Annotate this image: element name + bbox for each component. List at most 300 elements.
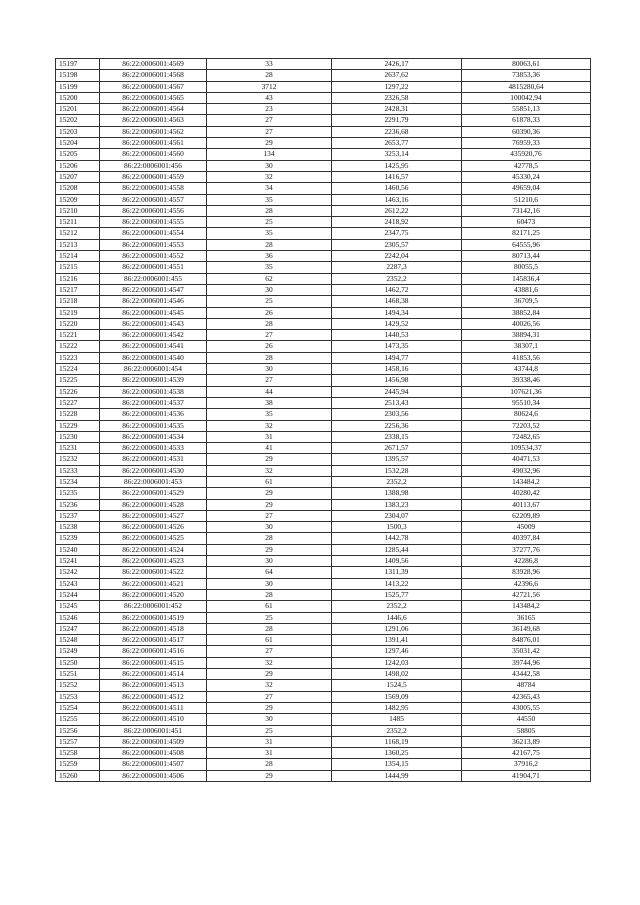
total-value-cell: 72482,65 — [462, 431, 591, 442]
cadastral-number-cell: 86:22:0006001:4535 — [100, 420, 207, 431]
row-number-cell: 15256 — [56, 725, 100, 736]
cadastral-number-cell: 86:22:0006001:4552 — [100, 251, 207, 262]
total-value-cell: 49659,04 — [462, 183, 591, 194]
cadastral-number-cell: 86:22:0006001:4528 — [100, 499, 207, 510]
total-value-cell: 109534,37 — [462, 443, 591, 454]
table-row — [56, 409, 591, 420]
total-value-cell: 40113,67 — [462, 499, 591, 510]
area-cell: 32 — [207, 657, 332, 668]
total-value-cell: 42778,5 — [462, 160, 591, 171]
row-number-cell: 15228 — [56, 409, 100, 420]
total-value-cell: 36709,5 — [462, 296, 591, 307]
total-value-cell: 42365,43 — [462, 691, 591, 702]
table-row — [56, 228, 591, 239]
cadastral-number-cell: 86:22:0006001:4531 — [100, 454, 207, 465]
cadastral-number-cell: 86:22:0006001:4524 — [100, 544, 207, 555]
table-row — [56, 104, 591, 115]
table-row — [56, 397, 591, 408]
total-value-cell: 45330,24 — [462, 171, 591, 182]
row-number-cell: 15227 — [56, 397, 100, 408]
table-row — [56, 115, 591, 126]
unit-value-cell: 2612,22 — [332, 205, 462, 216]
table-row — [56, 160, 591, 171]
row-number-cell: 15218 — [56, 296, 100, 307]
row-number-cell: 15220 — [56, 318, 100, 329]
area-cell: 64 — [207, 567, 332, 578]
cadastral-number-cell: 86:22:0006001:4519 — [100, 612, 207, 623]
unit-value-cell: 1311,39 — [332, 567, 462, 578]
table-row — [56, 92, 591, 103]
cadastral-number-cell: 86:22:0006001:4541 — [100, 341, 207, 352]
table-row — [56, 59, 591, 70]
area-cell: 61 — [207, 601, 332, 612]
row-number-cell: 15245 — [56, 601, 100, 612]
area-cell: 27 — [207, 115, 332, 126]
table-row — [56, 183, 591, 194]
total-value-cell: 43881,6 — [462, 284, 591, 295]
row-number-cell: 15219 — [56, 307, 100, 318]
table-row — [56, 239, 591, 250]
cadastral-number-cell: 86:22:0006001:4542 — [100, 330, 207, 341]
area-cell: 62 — [207, 273, 332, 284]
unit-value-cell: 1463,16 — [332, 194, 462, 205]
unit-value-cell: 2347,75 — [332, 228, 462, 239]
unit-value-cell: 2236,68 — [332, 126, 462, 137]
unit-value-cell: 1168,19 — [332, 736, 462, 747]
total-value-cell: 36165 — [462, 612, 591, 623]
area-cell: 32 — [207, 465, 332, 476]
unit-value-cell: 2338,15 — [332, 431, 462, 442]
table-row — [56, 217, 591, 228]
area-cell: 44 — [207, 386, 332, 397]
area-cell: 32 — [207, 680, 332, 691]
total-value-cell: 4815280,64 — [462, 81, 591, 92]
total-value-cell: 60473 — [462, 217, 591, 228]
table-body — [56, 59, 591, 782]
area-cell: 61 — [207, 635, 332, 646]
table-row — [56, 126, 591, 137]
table-row — [56, 567, 591, 578]
area-cell: 36 — [207, 251, 332, 262]
row-number-cell: 15225 — [56, 375, 100, 386]
area-cell: 27 — [207, 646, 332, 657]
area-cell: 30 — [207, 556, 332, 567]
total-value-cell: 64555,96 — [462, 239, 591, 250]
area-cell: 31 — [207, 748, 332, 759]
total-value-cell: 73142,16 — [462, 205, 591, 216]
cadastral-number-cell: 86:22:0006001:4562 — [100, 126, 207, 137]
total-value-cell: 43744,8 — [462, 364, 591, 375]
unit-value-cell: 2352,2 — [332, 476, 462, 487]
table-row — [56, 578, 591, 589]
row-number-cell: 15231 — [56, 443, 100, 454]
row-number-cell: 15207 — [56, 171, 100, 182]
cadastral-number-cell: 86:22:0006001:4513 — [100, 680, 207, 691]
total-value-cell: 61878,33 — [462, 115, 591, 126]
unit-value-cell: 1291,06 — [332, 623, 462, 634]
cadastral-number-cell: 86:22:0006001:4516 — [100, 646, 207, 657]
table-row — [56, 646, 591, 657]
row-number-cell: 15212 — [56, 228, 100, 239]
row-number-cell: 15244 — [56, 589, 100, 600]
unit-value-cell: 1297,22 — [332, 81, 462, 92]
unit-value-cell: 1500,3 — [332, 522, 462, 533]
cadastral-number-cell: 86:22:0006001:456 — [100, 160, 207, 171]
area-cell: 27 — [207, 330, 332, 341]
row-number-cell: 15259 — [56, 759, 100, 770]
table-row — [56, 431, 591, 442]
table-row — [56, 194, 591, 205]
cadastral-number-cell: 86:22:0006001:4509 — [100, 736, 207, 747]
table-row — [56, 149, 591, 160]
cadastral-number-cell: 86:22:0006001:4545 — [100, 307, 207, 318]
table-row — [56, 635, 591, 646]
total-value-cell: 80624,6 — [462, 409, 591, 420]
table-row — [56, 262, 591, 273]
table-row — [56, 307, 591, 318]
row-number-cell: 15242 — [56, 567, 100, 578]
unit-value-cell: 1383,23 — [332, 499, 462, 510]
area-cell: 43 — [207, 92, 332, 103]
cadastral-number-cell: 86:22:0006001:4506 — [100, 770, 207, 781]
unit-value-cell: 1413,22 — [332, 578, 462, 589]
row-number-cell: 15222 — [56, 341, 100, 352]
row-number-cell: 15211 — [56, 217, 100, 228]
cadastral-number-cell: 86:22:0006001:4568 — [100, 70, 207, 81]
total-value-cell: 82171,25 — [462, 228, 591, 239]
table-row — [56, 465, 591, 476]
total-value-cell: 39744,96 — [462, 657, 591, 668]
unit-value-cell: 1468,38 — [332, 296, 462, 307]
row-number-cell: 15216 — [56, 273, 100, 284]
area-cell: 30 — [207, 364, 332, 375]
unit-value-cell: 2426,17 — [332, 59, 462, 70]
row-number-cell: 15233 — [56, 465, 100, 476]
cadastral-number-cell: 86:22:0006001:4556 — [100, 205, 207, 216]
area-cell: 28 — [207, 352, 332, 363]
total-value-cell: 143484,2 — [462, 476, 591, 487]
area-cell: 29 — [207, 770, 332, 781]
total-value-cell: 40471,53 — [462, 454, 591, 465]
row-number-cell: 15224 — [56, 364, 100, 375]
table-row — [56, 352, 591, 363]
cadastral-number-cell: 86:22:0006001:4557 — [100, 194, 207, 205]
total-value-cell: 45009 — [462, 522, 591, 533]
total-value-cell: 72203,52 — [462, 420, 591, 431]
unit-value-cell: 1498,02 — [332, 669, 462, 680]
table-row — [56, 556, 591, 567]
unit-value-cell: 2445,94 — [332, 386, 462, 397]
area-cell: 35 — [207, 228, 332, 239]
data-table — [55, 58, 591, 782]
cadastral-number-cell: 86:22:0006001:4526 — [100, 522, 207, 533]
row-number-cell: 15230 — [56, 431, 100, 442]
area-cell: 26 — [207, 307, 332, 318]
total-value-cell: 40026,56 — [462, 318, 591, 329]
table-row — [56, 533, 591, 544]
table-row — [56, 476, 591, 487]
table-row — [56, 714, 591, 725]
total-value-cell: 83928,96 — [462, 567, 591, 578]
unit-value-cell: 2671,57 — [332, 443, 462, 454]
total-value-cell: 42721,56 — [462, 589, 591, 600]
row-number-cell: 15234 — [56, 476, 100, 487]
area-cell: 32 — [207, 420, 332, 431]
row-number-cell: 15208 — [56, 183, 100, 194]
table-row — [56, 669, 591, 680]
area-cell: 134 — [207, 149, 332, 160]
total-value-cell: 35031,42 — [462, 646, 591, 657]
row-number-cell: 15249 — [56, 646, 100, 657]
cadastral-number-cell: 86:22:0006001:451 — [100, 725, 207, 736]
unit-value-cell: 2352,2 — [332, 601, 462, 612]
row-number-cell: 15252 — [56, 680, 100, 691]
cadastral-number-cell: 86:22:0006001:453 — [100, 476, 207, 487]
cadastral-number-cell: 86:22:0006001:4518 — [100, 623, 207, 634]
table-row — [56, 736, 591, 747]
area-cell: 41 — [207, 443, 332, 454]
row-number-cell: 15213 — [56, 239, 100, 250]
total-value-cell: 41853,56 — [462, 352, 591, 363]
table-row — [56, 691, 591, 702]
total-value-cell: 49032,96 — [462, 465, 591, 476]
cadastral-number-cell: 86:22:0006001:4546 — [100, 296, 207, 307]
area-cell: 35 — [207, 409, 332, 420]
area-cell: 29 — [207, 488, 332, 499]
unit-value-cell: 2305,57 — [332, 239, 462, 250]
unit-value-cell: 2352,2 — [332, 725, 462, 736]
cadastral-number-cell: 86:22:0006001:4512 — [100, 691, 207, 702]
area-cell: 28 — [207, 318, 332, 329]
total-value-cell: 48784 — [462, 680, 591, 691]
cadastral-number-cell: 86:22:0006001:4559 — [100, 171, 207, 182]
table-row — [56, 205, 591, 216]
unit-value-cell: 2352,2 — [332, 273, 462, 284]
cadastral-number-cell: 86:22:0006001:4563 — [100, 115, 207, 126]
area-cell: 35 — [207, 194, 332, 205]
row-number-cell: 15253 — [56, 691, 100, 702]
area-cell: 32 — [207, 171, 332, 182]
total-value-cell: 42396,6 — [462, 578, 591, 589]
table-row — [56, 443, 591, 454]
area-cell: 28 — [207, 205, 332, 216]
row-number-cell: 15201 — [56, 104, 100, 115]
document-page — [55, 58, 582, 782]
area-cell: 26 — [207, 341, 332, 352]
table-row — [56, 725, 591, 736]
table-row — [56, 759, 591, 770]
unit-value-cell: 1524,5 — [332, 680, 462, 691]
unit-value-cell: 1482,95 — [332, 702, 462, 713]
total-value-cell: 143484,2 — [462, 601, 591, 612]
area-cell: 28 — [207, 533, 332, 544]
cadastral-number-cell: 86:22:0006001:4525 — [100, 533, 207, 544]
total-value-cell: 38852,84 — [462, 307, 591, 318]
cadastral-number-cell: 86:22:0006001:4520 — [100, 589, 207, 600]
row-number-cell: 15260 — [56, 770, 100, 781]
table-row — [56, 273, 591, 284]
row-number-cell: 15214 — [56, 251, 100, 262]
row-number-cell: 15226 — [56, 386, 100, 397]
table-row — [56, 420, 591, 431]
area-cell: 38 — [207, 397, 332, 408]
total-value-cell: 40280,42 — [462, 488, 591, 499]
total-value-cell: 51210,6 — [462, 194, 591, 205]
table-row — [56, 296, 591, 307]
area-cell: 27 — [207, 691, 332, 702]
unit-value-cell: 1409,56 — [332, 556, 462, 567]
area-cell: 28 — [207, 759, 332, 770]
area-cell: 25 — [207, 725, 332, 736]
unit-value-cell: 2637,62 — [332, 70, 462, 81]
unit-value-cell: 3253,14 — [332, 149, 462, 160]
row-number-cell: 15247 — [56, 623, 100, 634]
row-number-cell: 15238 — [56, 522, 100, 533]
cadastral-number-cell: 86:22:0006001:4560 — [100, 149, 207, 160]
unit-value-cell: 2304,07 — [332, 510, 462, 521]
area-cell: 25 — [207, 612, 332, 623]
table-row — [56, 680, 591, 691]
area-cell: 29 — [207, 499, 332, 510]
area-cell: 30 — [207, 522, 332, 533]
unit-value-cell: 1425,95 — [332, 160, 462, 171]
unit-value-cell: 1442,78 — [332, 533, 462, 544]
area-cell: 25 — [207, 296, 332, 307]
total-value-cell: 37277,76 — [462, 544, 591, 555]
total-value-cell: 38894,31 — [462, 330, 591, 341]
unit-value-cell: 1494,34 — [332, 307, 462, 318]
area-cell: 23 — [207, 104, 332, 115]
unit-value-cell: 2418,92 — [332, 217, 462, 228]
unit-value-cell: 1446,6 — [332, 612, 462, 623]
cadastral-number-cell: 86:22:0006001:452 — [100, 601, 207, 612]
row-number-cell: 15257 — [56, 736, 100, 747]
unit-value-cell: 1395,57 — [332, 454, 462, 465]
total-value-cell: 43442,58 — [462, 669, 591, 680]
unit-value-cell: 1297,46 — [332, 646, 462, 657]
area-cell: 30 — [207, 284, 332, 295]
row-number-cell: 15246 — [56, 612, 100, 623]
unit-value-cell: 1242,03 — [332, 657, 462, 668]
row-number-cell: 15217 — [56, 284, 100, 295]
row-number-cell: 15200 — [56, 92, 100, 103]
table-row — [56, 510, 591, 521]
table-row — [56, 81, 591, 92]
table-row — [56, 364, 591, 375]
table-row — [56, 488, 591, 499]
total-value-cell: 42286,8 — [462, 556, 591, 567]
row-number-cell: 15243 — [56, 578, 100, 589]
row-number-cell: 15254 — [56, 702, 100, 713]
row-number-cell: 15206 — [56, 160, 100, 171]
area-cell: 3712 — [207, 81, 332, 92]
table-row — [56, 522, 591, 533]
total-value-cell: 100042,94 — [462, 92, 591, 103]
row-number-cell: 15210 — [56, 205, 100, 216]
table-row — [56, 330, 591, 341]
area-cell: 27 — [207, 126, 332, 137]
table-row — [56, 171, 591, 182]
cadastral-number-cell: 86:22:0006001:4555 — [100, 217, 207, 228]
total-value-cell: 41904,71 — [462, 770, 591, 781]
total-value-cell: 80713,44 — [462, 251, 591, 262]
cadastral-number-cell: 86:22:0006001:4561 — [100, 138, 207, 149]
unit-value-cell: 1473,35 — [332, 341, 462, 352]
cadastral-number-cell: 86:22:0006001:4533 — [100, 443, 207, 454]
unit-value-cell: 1444,99 — [332, 770, 462, 781]
total-value-cell: 76959,33 — [462, 138, 591, 149]
total-value-cell: 55851,13 — [462, 104, 591, 115]
area-cell: 33 — [207, 59, 332, 70]
unit-value-cell: 1391,41 — [332, 635, 462, 646]
unit-value-cell: 2256,36 — [332, 420, 462, 431]
area-cell: 29 — [207, 702, 332, 713]
area-cell: 30 — [207, 578, 332, 589]
total-value-cell: 95510,34 — [462, 397, 591, 408]
table-row — [56, 499, 591, 510]
row-number-cell: 15237 — [56, 510, 100, 521]
unit-value-cell: 1494,77 — [332, 352, 462, 363]
table-row — [56, 702, 591, 713]
total-value-cell: 37916,2 — [462, 759, 591, 770]
row-number-cell: 15258 — [56, 748, 100, 759]
unit-value-cell: 1285,44 — [332, 544, 462, 555]
row-number-cell: 15199 — [56, 81, 100, 92]
unit-value-cell: 2326,58 — [332, 92, 462, 103]
table-row — [56, 657, 591, 668]
cadastral-number-cell: 86:22:0006001:455 — [100, 273, 207, 284]
total-value-cell: 80055,5 — [462, 262, 591, 273]
row-number-cell: 15197 — [56, 59, 100, 70]
area-cell: 28 — [207, 239, 332, 250]
total-value-cell: 36213,89 — [462, 736, 591, 747]
table-row — [56, 375, 591, 386]
unit-value-cell: 1456,98 — [332, 375, 462, 386]
total-value-cell: 84876,01 — [462, 635, 591, 646]
row-number-cell: 15205 — [56, 149, 100, 160]
total-value-cell: 40397,84 — [462, 533, 591, 544]
cadastral-number-cell: 86:22:0006001:4511 — [100, 702, 207, 713]
area-cell: 29 — [207, 669, 332, 680]
total-value-cell: 73853,36 — [462, 70, 591, 81]
unit-value-cell: 1440,53 — [332, 330, 462, 341]
area-cell: 61 — [207, 476, 332, 487]
cadastral-number-cell: 86:22:0006001:4540 — [100, 352, 207, 363]
row-number-cell: 15202 — [56, 115, 100, 126]
area-cell: 29 — [207, 544, 332, 555]
cadastral-number-cell: 86:22:0006001:4543 — [100, 318, 207, 329]
unit-value-cell: 1354,15 — [332, 759, 462, 770]
total-value-cell: 107621,36 — [462, 386, 591, 397]
total-value-cell: 60390,36 — [462, 126, 591, 137]
cadastral-number-cell: 86:22:0006001:4510 — [100, 714, 207, 725]
unit-value-cell: 1458,16 — [332, 364, 462, 375]
row-number-cell: 15215 — [56, 262, 100, 273]
total-value-cell: 44550 — [462, 714, 591, 725]
total-value-cell: 39338,46 — [462, 375, 591, 386]
area-cell: 30 — [207, 714, 332, 725]
table-row — [56, 544, 591, 555]
row-number-cell: 15241 — [56, 556, 100, 567]
cadastral-number-cell: 86:22:0006001:4523 — [100, 556, 207, 567]
table-row — [56, 601, 591, 612]
row-number-cell: 15250 — [56, 657, 100, 668]
unit-value-cell: 1416,57 — [332, 171, 462, 182]
cadastral-number-cell: 86:22:0006001:4507 — [100, 759, 207, 770]
area-cell: 34 — [207, 183, 332, 194]
table-row — [56, 284, 591, 295]
area-cell: 27 — [207, 510, 332, 521]
